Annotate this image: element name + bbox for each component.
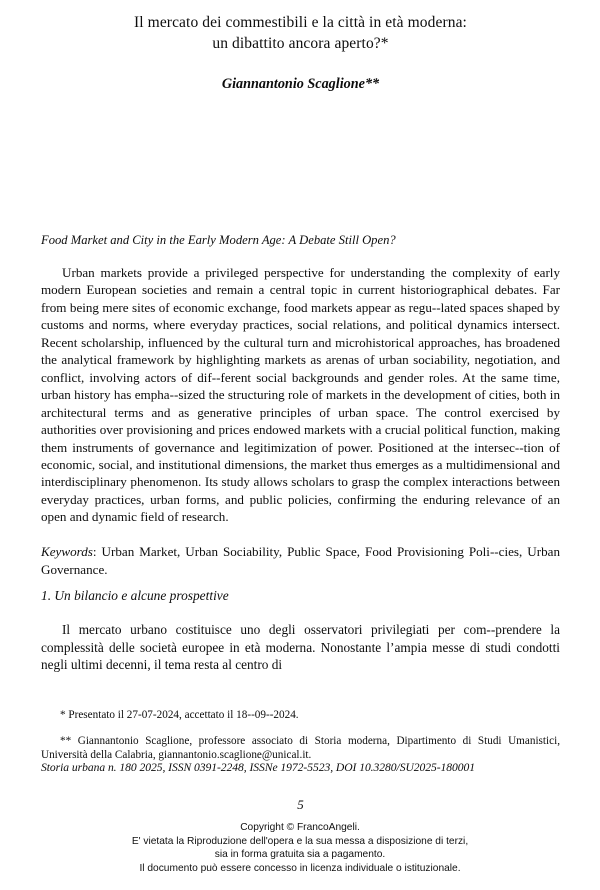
footer-line-notice: E' vietata la Riproduzione dell'opera e la sua messa a disposizione di terzi, — [131, 835, 469, 847]
keywords-separator: : — [92, 544, 102, 560]
footer-line-terms: sia in forma gratuita sia a pagamento. — [214, 849, 386, 861]
keywords-label: Keywords — [41, 544, 93, 560]
citation-block — [41, 760, 560, 775]
footnote-item — [41, 708, 560, 722]
copyright-footer — [0, 821, 600, 875]
footnote-text: Presentato il 27-07-2024, accettato il 18--09--2024. — [65, 709, 299, 722]
footnote-marker: * — [60, 709, 66, 722]
abstract-block — [41, 232, 560, 526]
footnote-marker: ** — [60, 734, 72, 747]
keywords-block — [41, 530, 560, 591]
footer-line-copyright: Copyright © FrancoAngeli. — [240, 822, 360, 833]
footnote-text: Giannantonio Scaglione, professore associato di Storia moderna, Dipartimento di Studi Umanistici, Università della Calabria, giannantonio.scaglione@unical.it. — [41, 734, 560, 761]
section-block — [41, 587, 560, 674]
abstract-heading: Food Market and City in the Early Modern Age: A Debate Still Open? — [41, 233, 396, 247]
page-title — [41, 12, 560, 54]
keywords-line — [41, 543, 560, 578]
abstract-body: Urban markets provide a privileged perspective for understanding the complexity of early modern European societies and remain a central topic in current historiographical debates. Far from being mere sites of economic exchange, food markets appear as regu--lated spaces shaped by customs and norms, where everyday practices, social relations, and political dynamics intersect. Recent scholarship, influenced by the cultural turn and microhistorical approaches, has broadened the analytical framework by highlighting markets as arenas of urban sociability, negotiation, and conflict, involving actors of dif--ferent social backgrounds and gender roles. At the same time, urban history has empha--sized the structuring role of markets in the development of cities, both in architectural terms and as generative principles of urban space. The control exercised by authorities over provisioning and prices endowed markets with a crucial political function, making them instruments of governance and legitimization of power. Positioned at the intersec--tion of economic, social, and institutional dimensions, the market thus emerges as a multidimensional and interdisciplinary phenomenon. Its study allows scholars to grasp the complex interactions between everyday practices, urban forms, and public policies, confirming the enduring relevance of an open and dynamic field of research. — [41, 265, 560, 525]
section-body: Il mercato urbano costituisce uno degli osservatori privilegiati per com--prendere la complessità delle società europee in età moderna. Nonostante l’ampia messe di studi condotti negli ultimi decenni, il tema resta al centro di — [41, 622, 560, 673]
page-title-line-2: un dibattito ancora aperto?* — [212, 35, 389, 52]
title-block — [41, 12, 560, 93]
author-name: Giannantonio Scaglione** — [221, 76, 380, 92]
keywords-list: Urban Market, Urban Sociability, Public Space, Food Provisioning Poli--cies, Urban Governance. — [41, 544, 560, 577]
section-heading: 1. Un bilancio e alcune prospettive — [41, 588, 229, 603]
footer-line-license: Il documento può essere concesso in licenza individuale o istituzionale. — [139, 862, 461, 874]
page-title-line-1: Il mercato dei commestibili e la città in età moderna: — [134, 14, 467, 31]
footnote-item — [41, 734, 560, 763]
page-number-block — [41, 797, 560, 812]
page-number: 5 — [297, 797, 304, 812]
journal-citation: Storia urbana n. 180 2025, ISSN 0391-2248, ISSNe 1972-5523, DOI 10.3280/SU2025-180001 — [41, 761, 476, 774]
